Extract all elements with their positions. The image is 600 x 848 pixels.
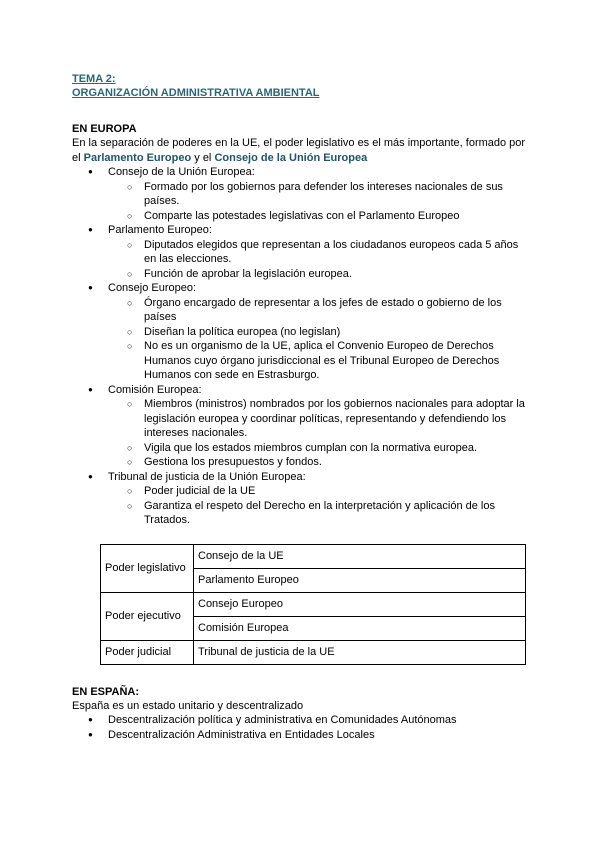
intro-bold-council: Consejo de la Unión Europea [214, 151, 368, 164]
powers-table [100, 544, 526, 665]
body-cell: Consejo de la UE [194, 544, 526, 568]
power-cell: Poder judicial [101, 640, 194, 664]
europe-intro [72, 136, 532, 165]
intro-text-1: En la separación de poderes en la UE, el poder legislativo es el más importante, formado por el [72, 137, 526, 164]
sub-list [72, 397, 532, 470]
topic-number: TEMA 2: [72, 73, 116, 85]
intro-bold-parliament: Parlamento Europeo [83, 151, 192, 164]
list-item [72, 383, 532, 470]
institution-label: Parlamento Europeo: [108, 224, 212, 236]
institution-label: Comisión Europea: [108, 383, 202, 396]
sub-list [72, 180, 532, 224]
power-cell: Poder ejecutivo [101, 592, 194, 640]
list-item: ● Descentralización Administrativa en Entidades Locales [72, 728, 532, 743]
table-row [101, 544, 526, 568]
sub-list-item: ○ Función de aprobar la legislación europea. [72, 267, 532, 282]
spain-intro: España es un estado unitario y descentralizado [72, 699, 304, 712]
list-item [72, 470, 532, 528]
sub-list-item: ○ No es un organismo de la UE, aplica el Convenio Europeo de Derechos Humanos cuyo órgano jurisdiccional es el Tribunal Europeo de Derechos Humanos con sede en Estrasburgo. [72, 339, 532, 383]
sub-list [72, 484, 532, 528]
sub-list [72, 296, 532, 383]
sub-list-item: ○ Garantiza el respeto del Derecho en la interpretación y aplicación de los Tratados. [72, 499, 532, 528]
spain-heading: EN ESPAÑA: [72, 685, 140, 698]
power-cell: Poder legislativo [101, 544, 194, 592]
institution-label: Consejo Europeo: [108, 282, 197, 294]
sub-list-item: ○ Formado por los gobiernos para defender los intereses nacionales de sus países. [72, 180, 532, 209]
spain-list [72, 713, 532, 742]
sub-list-item: ○ Miembros (ministros) nombrados por los gobiernos nacionales para adoptar la legislación europea y coordinar políticas, representando y defendiendo los intereses nacionales. [72, 397, 532, 441]
sub-list-item: ○ Comparte las potestades legislativas con el Parlamento Europeo [72, 209, 532, 224]
topic-title: ORGANIZACIÓN ADMINISTRATIVA AMBIENTAL [72, 87, 320, 99]
table-row [101, 592, 526, 616]
intro-text-2: y el [191, 151, 215, 164]
sub-list-item: ○ Diseñan la política europea (no legislan) [72, 325, 532, 340]
body-cell: Tribunal de justicia de la UE [194, 640, 526, 664]
institution-label: Tribunal de justicia de la Unión Europea: [108, 470, 306, 483]
europe-institutions-list [72, 165, 532, 528]
sub-list-item: ○ Gestiona los presupuestos y fondos. [72, 455, 532, 470]
list-item [72, 223, 532, 281]
institution-label: Consejo de la Unión Europea: [108, 166, 255, 178]
list-item [72, 165, 532, 223]
sub-list-item: ○ Vigila que los estados miembros cumplan con la normativa europea. [72, 441, 532, 456]
table-row [101, 640, 526, 664]
sub-list [72, 238, 532, 282]
body-cell: Consejo Europeo [194, 592, 526, 616]
sub-list-item: ○ Órgano encargado de representar a los jefes de estado o gobierno de los países [72, 296, 532, 325]
body-cell: Parlamento Europeo [194, 568, 526, 592]
europe-heading: EN EUROPA [72, 123, 137, 135]
body-cell: Comisión Europea [194, 616, 526, 640]
list-item [72, 281, 532, 383]
sub-list-item: ○ Diputados elegidos que representan a los ciudadanos europeos cada 5 años en las elecciones. [72, 238, 532, 267]
list-item: ● Descentralización política y administrativa en Comunidades Autónomas [72, 713, 532, 728]
sub-list-item: ○ Poder judicial de la UE [72, 484, 532, 499]
document-page [72, 72, 532, 742]
